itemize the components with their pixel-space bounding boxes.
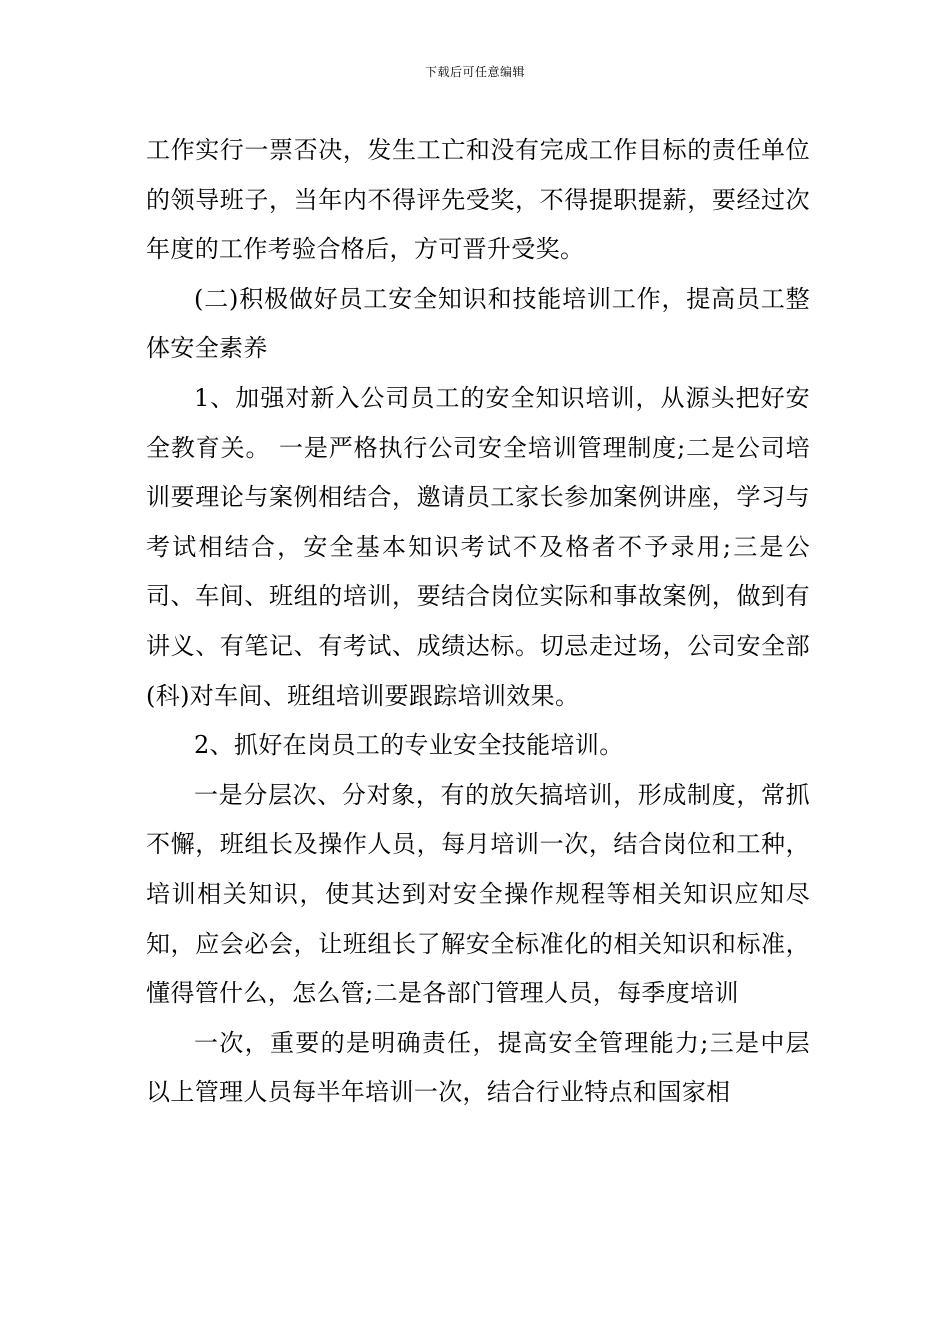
paragraph-6: 一次，重要的是明确责任，提高安全管理能力;三是中层以上管理人员每半年培训一次，结合行业特点和国家相 (146, 1028, 810, 1107)
paragraph-4-heading: 2、抓好在岗员工的专业安全技能培训。 (194, 731, 624, 760)
page-header: 下载后可任意编辑 (424, 65, 525, 79)
document-body (146, 126, 810, 1118)
paragraph-1: 工作实行一票否决，发生工亡和没有完成工作目标的责任单位的领导班子，当年内不得评先受奖，不得提职提薪，要经过次年度的工作考验合格后，方可晋升受奖。 (146, 136, 810, 264)
paragraph-5: 一是分层次、分对象，有的放矢搞培训，形成制度，常抓不懈，班组长及操作人员，每月培训一次，结合岗位和工种，培训相关知识，使其达到对安全操作规程等相关知识应知尽知，应会必会，让班组长了解安全标准化的相关知识和标准，懂得管什么，怎么管;二是各部门管理人员，每季度培训 (146, 780, 810, 1008)
paragraph-3: 1、加强对新入公司员工的安全知识培训，从源头把好安全教育关。 一是严格执行公司安全培训管理制度;二是公司培训要理论与案例相结合，邀请员工家长参加案例讲座，学习与考试相结合，安全基本知识考试不及格者不予录用;三是公司、车间、班组的培训，要结合岗位实际和事故案例，做到有讲义、有笔记、有考试、成绩达标。切忌走过场，公司安全部(科)对车间、班组培训要跟踪培训效果。 (146, 383, 810, 710)
paragraph-2-heading: (二)积极做好员工安全知识和技能培训工作，提高员工整体安全素养 (146, 284, 810, 363)
